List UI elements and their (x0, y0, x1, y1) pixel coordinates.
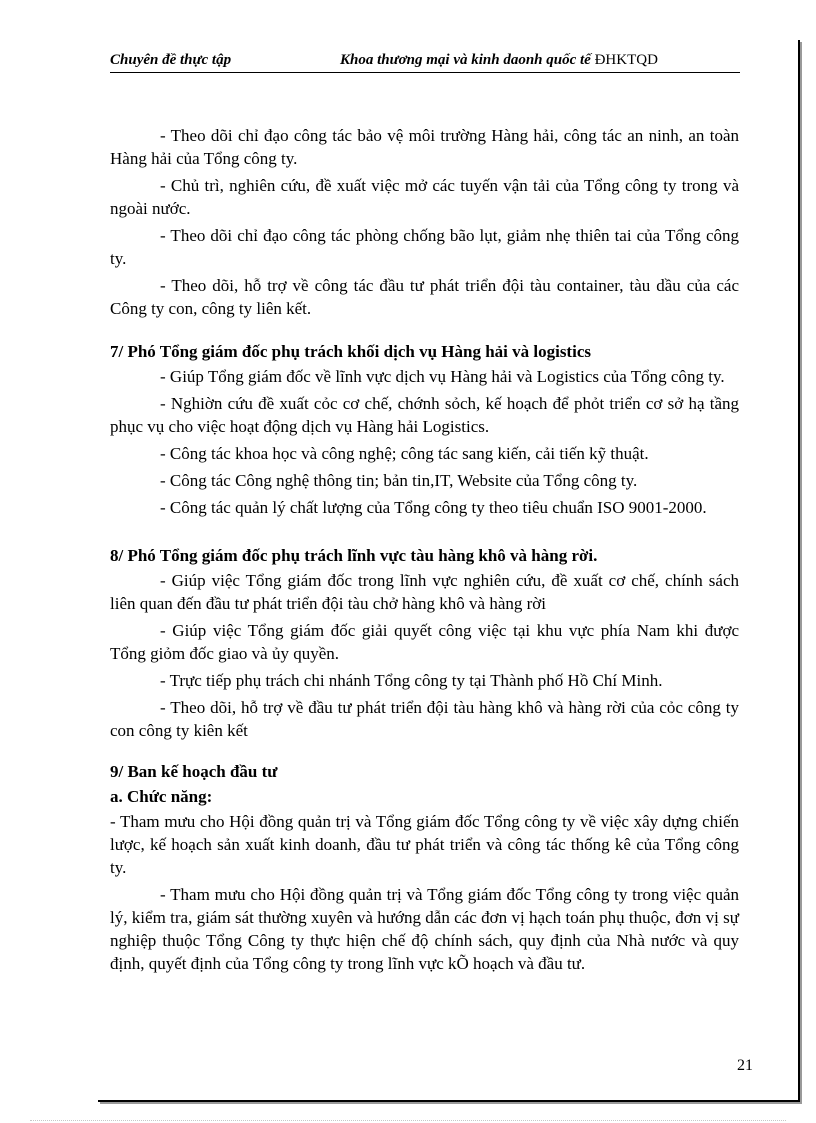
paragraph: - Theo dõi chỉ đạo công tác bảo vệ môi trường Hàng hải, công tác an ninh, an toàn Hàng hải của Tổng công ty. (110, 126, 739, 168)
paragraph: - Nghiờn cứu đề xuất cỏc cơ chế, chớnh sỏch, kế hoạch để phỏt triển cơ sở hạ tầng phục vụ cho việc hoạt động dịch vụ Hàng hải Logistics. (110, 394, 739, 436)
paragraph: - Giúp việc Tổng giám đốc giải quyết công việc tại khu vực phía Nam khi được Tổng giỏm đốc giao và ủy quyền. (110, 621, 739, 663)
paragraph: - Theo dõi, hỗ trợ về công tác đầu tư phát triển đội tàu container, tàu dầu của các Công ty con, công ty liên kết. (110, 276, 739, 318)
paragraph: - Công tác khoa học và công nghệ; công tác sang kiến, cải tiến kỹ thuật. (160, 444, 649, 463)
paragraph: - Theo dõi, hỗ trợ về đầu tư phát triển đội tàu hàng khô và hàng rời của cỏc công ty con công ty kiên kết (110, 698, 739, 740)
paragraph: - Công tác quản lý chất lượng của Tổng công ty theo tiêu chuẩn ISO 9001-2000. (160, 498, 707, 517)
paragraph: - Trực tiếp phụ trách chi nhánh Tổng công ty tại Thành phố Hồ Chí Minh. (160, 671, 663, 690)
page-bottom-rule (30, 1120, 786, 1121)
paragraph: - Tham mưu cho Hội đồng quản trị và Tổng giám đốc Tổng công ty về việc xây dựng chiến lược, kế hoạch sản xuất kinh doanh, đầu tư phát triển và công tác thống kê của Tổng công ty. (110, 812, 739, 877)
section-heading-9: 9/ Ban kế hoạch đầu tư (110, 762, 278, 781)
paragraph: - Giúp việc Tổng giám đốc trong lĩnh vực nghiên cứu, đề xuất cơ chế, chính sách liên quan đến đầu tư phát triển đội tàu chở hàng khô và hàng rời (110, 571, 739, 613)
paragraph: - Theo dõi chỉ đạo công tác phòng chống bão lụt, giảm nhẹ thiên tai của Tổng công ty. (110, 226, 739, 268)
page-number: 21 (737, 1057, 753, 1074)
document-body (110, 124, 739, 979)
header-left: Chuyên đề thực tập (110, 52, 232, 68)
section-heading-7: 7/ Phó Tổng giám đốc phụ trách khối dịch vụ Hàng hải và logistics (110, 342, 591, 361)
paragraph: - Giúp Tổng giám đốc về lĩnh vực dịch vụ Hàng hải và Logistics của Tổng công ty. (160, 367, 725, 386)
paragraph: - Công tác Công nghệ thông tin; bản tin,IT, Website của Tổng công ty. (160, 471, 638, 490)
subheading-functions: a. Chức năng: (110, 787, 213, 806)
running-header (110, 48, 740, 73)
header-right-abbrev: ĐHKTQD (594, 52, 658, 68)
paragraph: - Chủ trì, nghiên cứu, đề xuất việc mở các tuyến vận tải của Tổng công ty trong và ngoài nước. (110, 176, 739, 218)
header-right (340, 52, 658, 69)
header-right-text: Khoa thương mại và kinh daonh quốc tế (340, 52, 595, 68)
section-heading-8: 8/ Phó Tổng giám đốc phụ trách lĩnh vực tàu hàng khô và hàng rời. (110, 546, 598, 565)
paragraph: - Tham mưu cho Hội đồng quản trị và Tổng giám đốc Tổng công ty trong việc quản lý, kiểm tra, giám sát thường xuyên và hướng dẫn các đơn vị hạch toán phụ thuộc, đơn vị sự nghiệp thuộc Tổng Công ty thực hiện chế độ chính sách, quy định của Nhà nước và quy định, quyết định của Tổng công ty trong lĩnh vực kÕ hoạch và đầu tư. (110, 885, 739, 973)
